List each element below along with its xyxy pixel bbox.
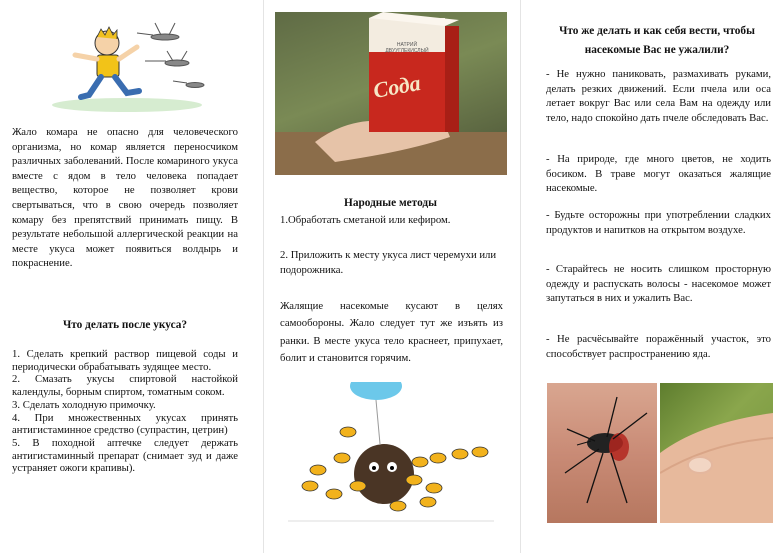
- list-item: 4. При множественных укусах принять антигистаминное средство (супрастин, цетрин): [12, 411, 238, 437]
- soda-box-label: Сода: [371, 70, 423, 103]
- tip-item: - Старайтесь не носить слишком просторную одежду и распускать волосы - насекомое может запутаться в них и ужалить Вас.: [546, 263, 771, 305]
- folk-method-2: 2. Приложить к месту укуса лист черемухи или подорожника.: [280, 249, 497, 276]
- list-item: 1. Сделать крепкий раствор пищевой соды и периодически обрабатывать зудящее место.: [12, 348, 238, 373]
- cartoon-bees-balloon-image: [288, 382, 494, 522]
- tip-item: - На природе, где много цветов, не ходить босиком. В траве могут оказаться жалящие насекомые.: [546, 153, 771, 195]
- tip-item: - Не расчёсывайте поражённый участок, это способствует распространению яда.: [546, 333, 771, 360]
- bite-on-arm-photo: [660, 383, 773, 523]
- after-bite-heading: Что делать после укуса?: [62, 319, 188, 331]
- after-bite-list: [12, 348, 238, 475]
- mosquito-on-skin-photo: [547, 383, 657, 523]
- tip-item: - Не нужно паниковать, размахивать руками, делать резких движений. Если пчела или оса летает вокруг Вас или села Вам на одежду или тело, надо спокойно дать пчеле обследовать Вас.: [546, 68, 771, 124]
- baking-soda-photo: [275, 12, 507, 175]
- prevention-heading: Что же делать и как себя вести, чтобы насекомые Вас не ужалили?: [559, 25, 755, 56]
- list-item: 3. Сделать холодную примочку.: [12, 398, 156, 411]
- list-item: 5. В походной аптечке следует держать антигистаминный препарат (снимает зуд и даже устраняет ожоги крапивы).: [12, 436, 238, 475]
- intro-paragraph: Жало комара не опасно для человеческого организма, но комар является переносчиком различных заболеваний. После комариного укуса вместе с ядом в тело человека попадает вещество, которое не позволяет крови свертываться, что в свою очередь позволяет комару без препятствий принимать пищу. В результате небольшой аллергической реакции на месте укуса может появиться волдырь и покраснение.: [12, 126, 238, 270]
- cartoon-mosquito-chase-image: [45, 15, 210, 115]
- list-item: 2. Смазать укусы спиртовой настойкой календулы, борным спиртом, томатным соком.: [12, 373, 238, 399]
- soda-box-small-label: НАТРИЙ ДВУУГЛЕКИСЛЫЙ: [385, 42, 429, 54]
- folk-methods-heading: Народные методы: [344, 197, 437, 209]
- stinging-insects-paragraph: Жалящие насекомые кусают в целях самообороны. Жало следует тут же изъять из ранки. В месте укуса тело краснеет, припухает, болит и становится горячим.: [280, 300, 503, 365]
- folk-method-1: 1.Обработать сметаной или кефиром.: [280, 214, 451, 226]
- tip-item: - Будьте осторожны при употреблении сладких продуктов и напитков на открытом воздухе.: [546, 209, 771, 236]
